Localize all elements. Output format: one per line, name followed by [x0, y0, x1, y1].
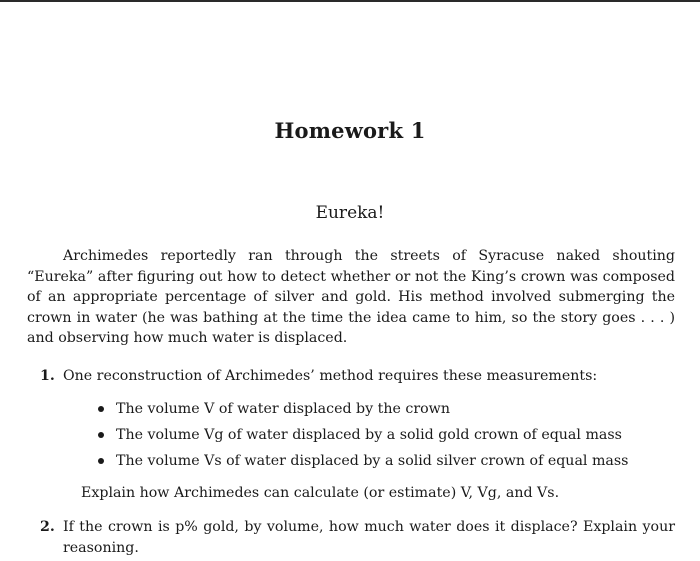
list-item-text: The volume Vs of water displaced by a solid silver crown of equal mass	[116, 453, 629, 469]
list-item-text: The volume V of water displaced by the crown	[116, 401, 450, 417]
list-item	[94, 422, 674, 448]
document-title: Homework 1	[274, 118, 426, 143]
list-item	[94, 396, 674, 422]
question-2-number: 2.	[40, 519, 55, 535]
bullet-icon	[98, 406, 104, 412]
bullet-icon	[98, 432, 104, 438]
question-1-explain: Explain how Archimedes can calculate (or estimate) V, Vg, and Vs.	[81, 485, 560, 501]
question-2	[40, 517, 675, 558]
question-1	[40, 366, 675, 387]
list-item-text: The volume Vg of water displaced by a solid gold crown of equal mass	[116, 427, 622, 443]
section-title: Eureka!	[315, 203, 385, 223]
question-2-text: If the crown is p% gold, by volume, how much water does it displace? Explain your reasoning.	[63, 519, 675, 556]
measurement-list	[94, 396, 674, 474]
top-rule	[0, 0, 700, 2]
question-1-number: 1.	[40, 368, 55, 384]
intro-paragraph: Archimedes reportedly ran through the streets of Syracuse naked shouting “Eureka” after figuring out how to detect whether or not the King’s crown was composed of an appropriate percentage of silver and gold. His method involved submerging the crown in water (he was bathing at the time the idea came to him, so the story goes . . . ) and observing how much water is displaced.	[27, 248, 675, 346]
list-item	[94, 448, 674, 474]
bullet-icon	[98, 458, 104, 464]
question-1-text: One reconstruction of Archimedes’ method requires these measurements:	[63, 368, 598, 384]
